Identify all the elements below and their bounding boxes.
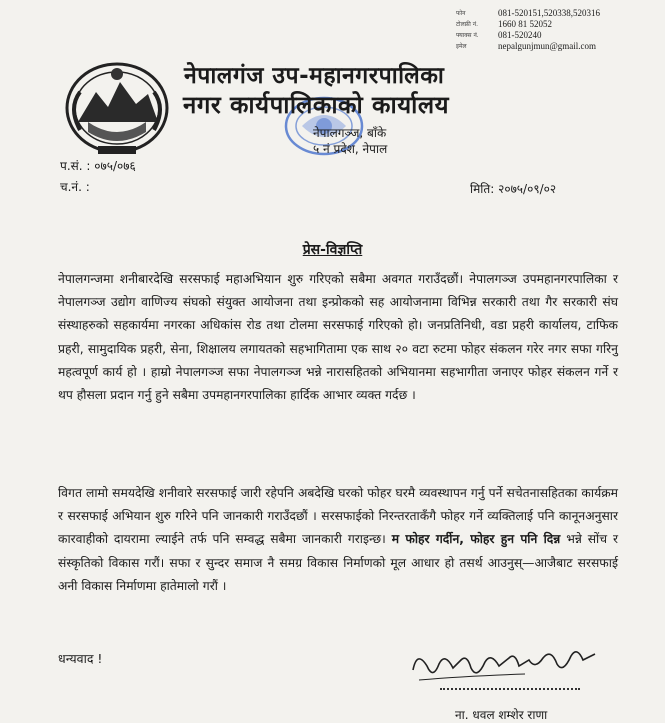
office-address-line2: ५ नं प्रदेश, नेपाल (313, 142, 388, 156)
office-address-line1: नेपालगञ्ज, बाँके (313, 126, 387, 140)
handwritten-signature (405, 640, 605, 700)
contact-fax: फ्याक्स नं. 081-520240 (456, 30, 542, 40)
paragraph2-bold-slogan: म फोहर गर्दीन, फोहर हुन पनि दिन्न (391, 532, 561, 547)
contact-phone: फोन 081-520151,520338,520316 (456, 8, 600, 18)
signature-line (440, 688, 580, 690)
government-emblem-logo (58, 52, 176, 160)
body-paragraph-1: नेपालगन्जमा शनीबारदेखि सरसफाई महाअभियान शुरु गरिएको सबैमा अवगत गराउँदछौं। नेपालगञ्ज उपमहानगरपालिका र नेपालगञ्ज उद्योग वाणिज्य संघको संयुक्त आयोजना तथा इन्प्रोकको सह आयोजनामा विभिन्न सरकारी तथा गैर सरकारी संघ संस्थाहरुको सहकार्यमा नगरका अधिकांस रोड तथा टोलमा सरसफाई गरिएको हो। जनप्रतिनिधी, वडा प्रहरी कार्यालय, टाफिक प्रहरी, सामुदायिक प्रहरी, सेना, शिक्षालय लगायतको सहभागितामा एक साथ २० वटा रुटमा फोहर संकलन गरेर नगर सफा गरिनु महत्वपूर्ण कार्य हो । हाम्रो नेपालगञ्ज सफा नेपालगञ्ज भन्ने नारासहितको अभियानमा सहभागीता जनाएर फोहर संकलन गर्ने र थप हौसला प्रदान गर्नु हुने सबैमा उपमहानगरपालिका हार्दिक आभार व्यक्त गर्दछ । (58, 272, 618, 403)
press-release-heading: प्रेस-विज्ञप्ति (302, 242, 363, 258)
paragraph2-text-a: विगत लामो समयदेखि शनीवारे सरसफाई जारी रहेपनि अबदेखि घरको फोहर घरमै व्यवस्थापन गर्नु पर्ने सचेतनासहितका कार्यक्रम र सरसफाई अभियान शुरु गरिने पनि जानकारी गराउँदछौं । सरसफाईको निरन्तरताकँगै फोहर गर्ने व्यक्तिलाई पनि कानूनअनुसार कारवाहीको दायरामा ल्याईने तर्फ पनि सम्वद्ध सबैमा जानकारी गराइन्छ। (58, 486, 618, 547)
dispatch-number: च.नं. : (60, 180, 90, 194)
contact-info (456, 8, 600, 52)
letter-number: प.सं. : ०७५/०७६ (60, 159, 136, 173)
letter-date: मिति: २०७५/०९/०२ (470, 182, 557, 196)
office-title-line1: नेपालगंज उप-महानगरपालिका (184, 63, 445, 89)
signer-name: ना. धवल शम्शेर राणा (455, 708, 548, 722)
paragraph2-text-b: भन्ने सोंच र संस्कृतिको विकास गरौं। सफा र सुन्दर समाज नै समग्र विकास निर्माणको मूल आधार हो तसर्थ आउनुस्—आजैबाट सरसफाई अनी विकास निर्माणमा हातेमालो गरौं । (58, 532, 618, 593)
contact-tollfree: टोलफ्री नं. 1660 81 52052 (456, 19, 552, 29)
body-paragraph-2 (58, 482, 618, 598)
office-title-line2: नगर कार्यपालिकाको कार्यालय (183, 91, 450, 119)
closing-thanks: धन्यवाद ! (58, 651, 103, 666)
contact-email: इमेल nepalgunjmun@gmail.com (456, 41, 597, 51)
